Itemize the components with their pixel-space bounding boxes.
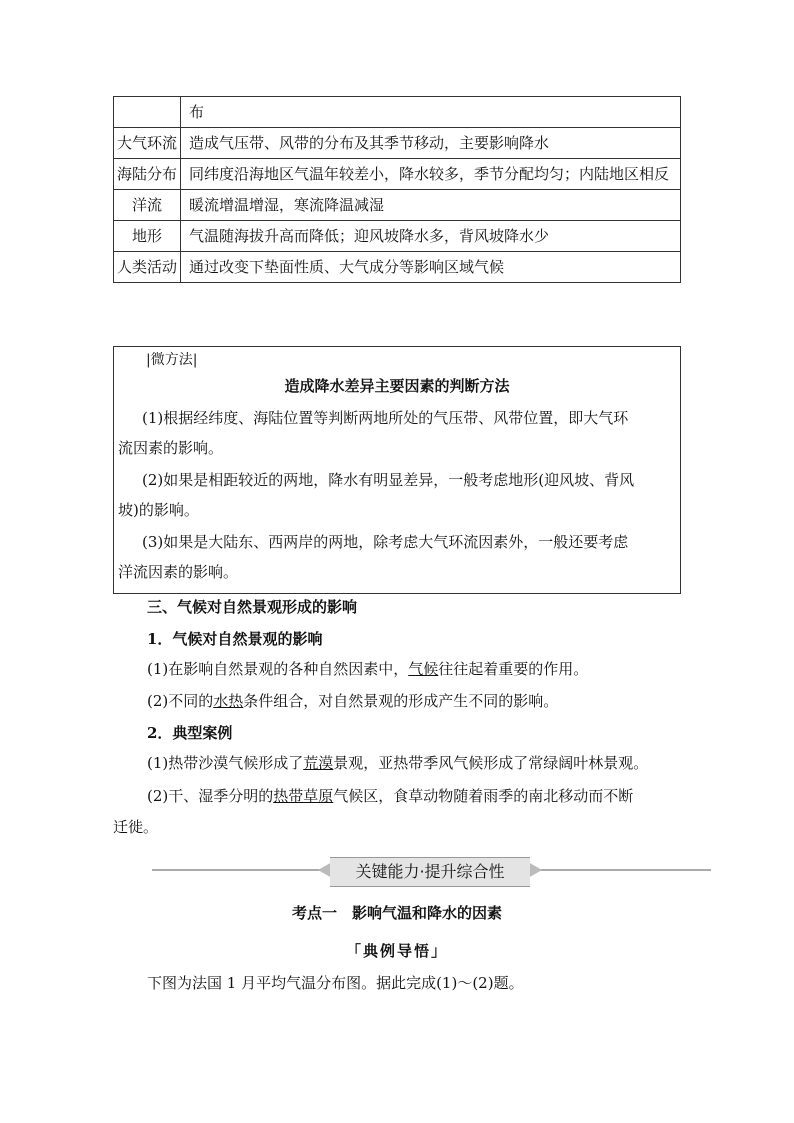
paragraph-line	[147, 748, 648, 778]
subheading-2: 2．典型案例	[147, 724, 233, 742]
banner-rule-right	[518, 869, 711, 871]
text-run: 景观，亚热带季风气候形成了常绿阔叶林景观。	[333, 754, 649, 772]
banner-rule-left	[152, 869, 342, 871]
method-title: 造成降水差异主要因素的判断方法	[284, 377, 510, 395]
factors-table	[113, 96, 681, 283]
paragraph-line: 迁徙。	[113, 818, 159, 836]
factor-effect: 通过改变下垫面性质、大气成分等影响区域气候	[181, 252, 681, 283]
method-box	[113, 346, 681, 594]
factor-effect: 布	[181, 97, 681, 128]
method-tag: |微方法|	[146, 352, 198, 368]
method-p1-line2: 流因素的影响。	[118, 439, 224, 457]
underlined-term: 水热	[213, 692, 244, 710]
table-row	[114, 221, 681, 252]
table-row	[114, 159, 681, 190]
intro-text: 下图为法国 1 月平均气温分布图。据此完成(1)～(2)题。	[147, 974, 524, 992]
underlined-term: 热带草原	[273, 787, 334, 805]
factor-name: 洋流	[114, 190, 181, 221]
method-p3-line1: (3)如果是大陆东、西两岸的两地，除考虑大气环流因素外，一般还要考虑	[142, 533, 629, 551]
text-run: (1)在影响自然景观的各种自然因素中，	[147, 660, 409, 678]
text-run: 气候区，食草动物随着雨季的南北移动而不断	[333, 787, 634, 805]
text-run: 条件组合，对自然景观的形成产生不同的影响。	[243, 692, 559, 710]
method-p2-line2: 坡)的影响。	[118, 501, 199, 519]
paragraph-line	[147, 654, 588, 684]
factor-name: 海陆分布	[114, 159, 181, 190]
factor-effect: 同纬度沿海地区气温年较差小，降水较多，季节分配均匀；内陆地区相反	[181, 159, 681, 190]
factor-name: 人类活动	[114, 252, 181, 283]
factor-name	[114, 97, 181, 128]
kaodian-title: 考点一 影响气温和降水的因素	[291, 904, 502, 922]
table-row	[114, 97, 681, 128]
text-run: (2)干、湿季分明的	[147, 787, 274, 805]
method-p2-line1: (2)如果是相距较近的两地，降水有明显差异，一般考虑地形(迎风坡、背风	[142, 471, 635, 489]
text-run: 往往起着重要的作用。	[438, 660, 589, 678]
factor-effect: 造成气压带、风带的分布及其季节移动，主要影响降水	[181, 128, 681, 159]
method-p1-line1: (1)根据经纬度、海陆位置等判断两地所处的气压带、风带位置，即大气环	[142, 409, 629, 427]
banner-arrow-right-icon	[528, 862, 542, 878]
factor-name: 地形	[114, 221, 181, 252]
underlined-term: 荒漠	[303, 754, 334, 772]
table-row	[114, 128, 681, 159]
table-row	[114, 252, 681, 283]
text-run: (2)不同的	[147, 692, 214, 710]
example-label: 「典例导悟」	[345, 942, 448, 960]
method-p3-line2: 洋流因素的影响。	[118, 563, 239, 581]
paragraph-line	[147, 781, 633, 811]
subheading-1: 1．气候对自然景观的影响	[147, 630, 323, 648]
section-banner: 关键能力·提升综合性	[330, 857, 530, 887]
factor-effect: 气温随海拔升高而降低；迎风坡降水多，背风坡降水少	[181, 221, 681, 252]
factor-effect: 暖流增温增湿，寒流降温减湿	[181, 190, 681, 221]
paragraph-line	[147, 686, 558, 716]
underlined-term: 气候	[408, 660, 439, 678]
text-run: (1)热带沙漠气候形成了	[147, 754, 304, 772]
section-heading: 三、气候对自然景观形成的影响	[147, 598, 358, 616]
table-row	[114, 190, 681, 221]
factor-name: 大气环流	[114, 128, 181, 159]
